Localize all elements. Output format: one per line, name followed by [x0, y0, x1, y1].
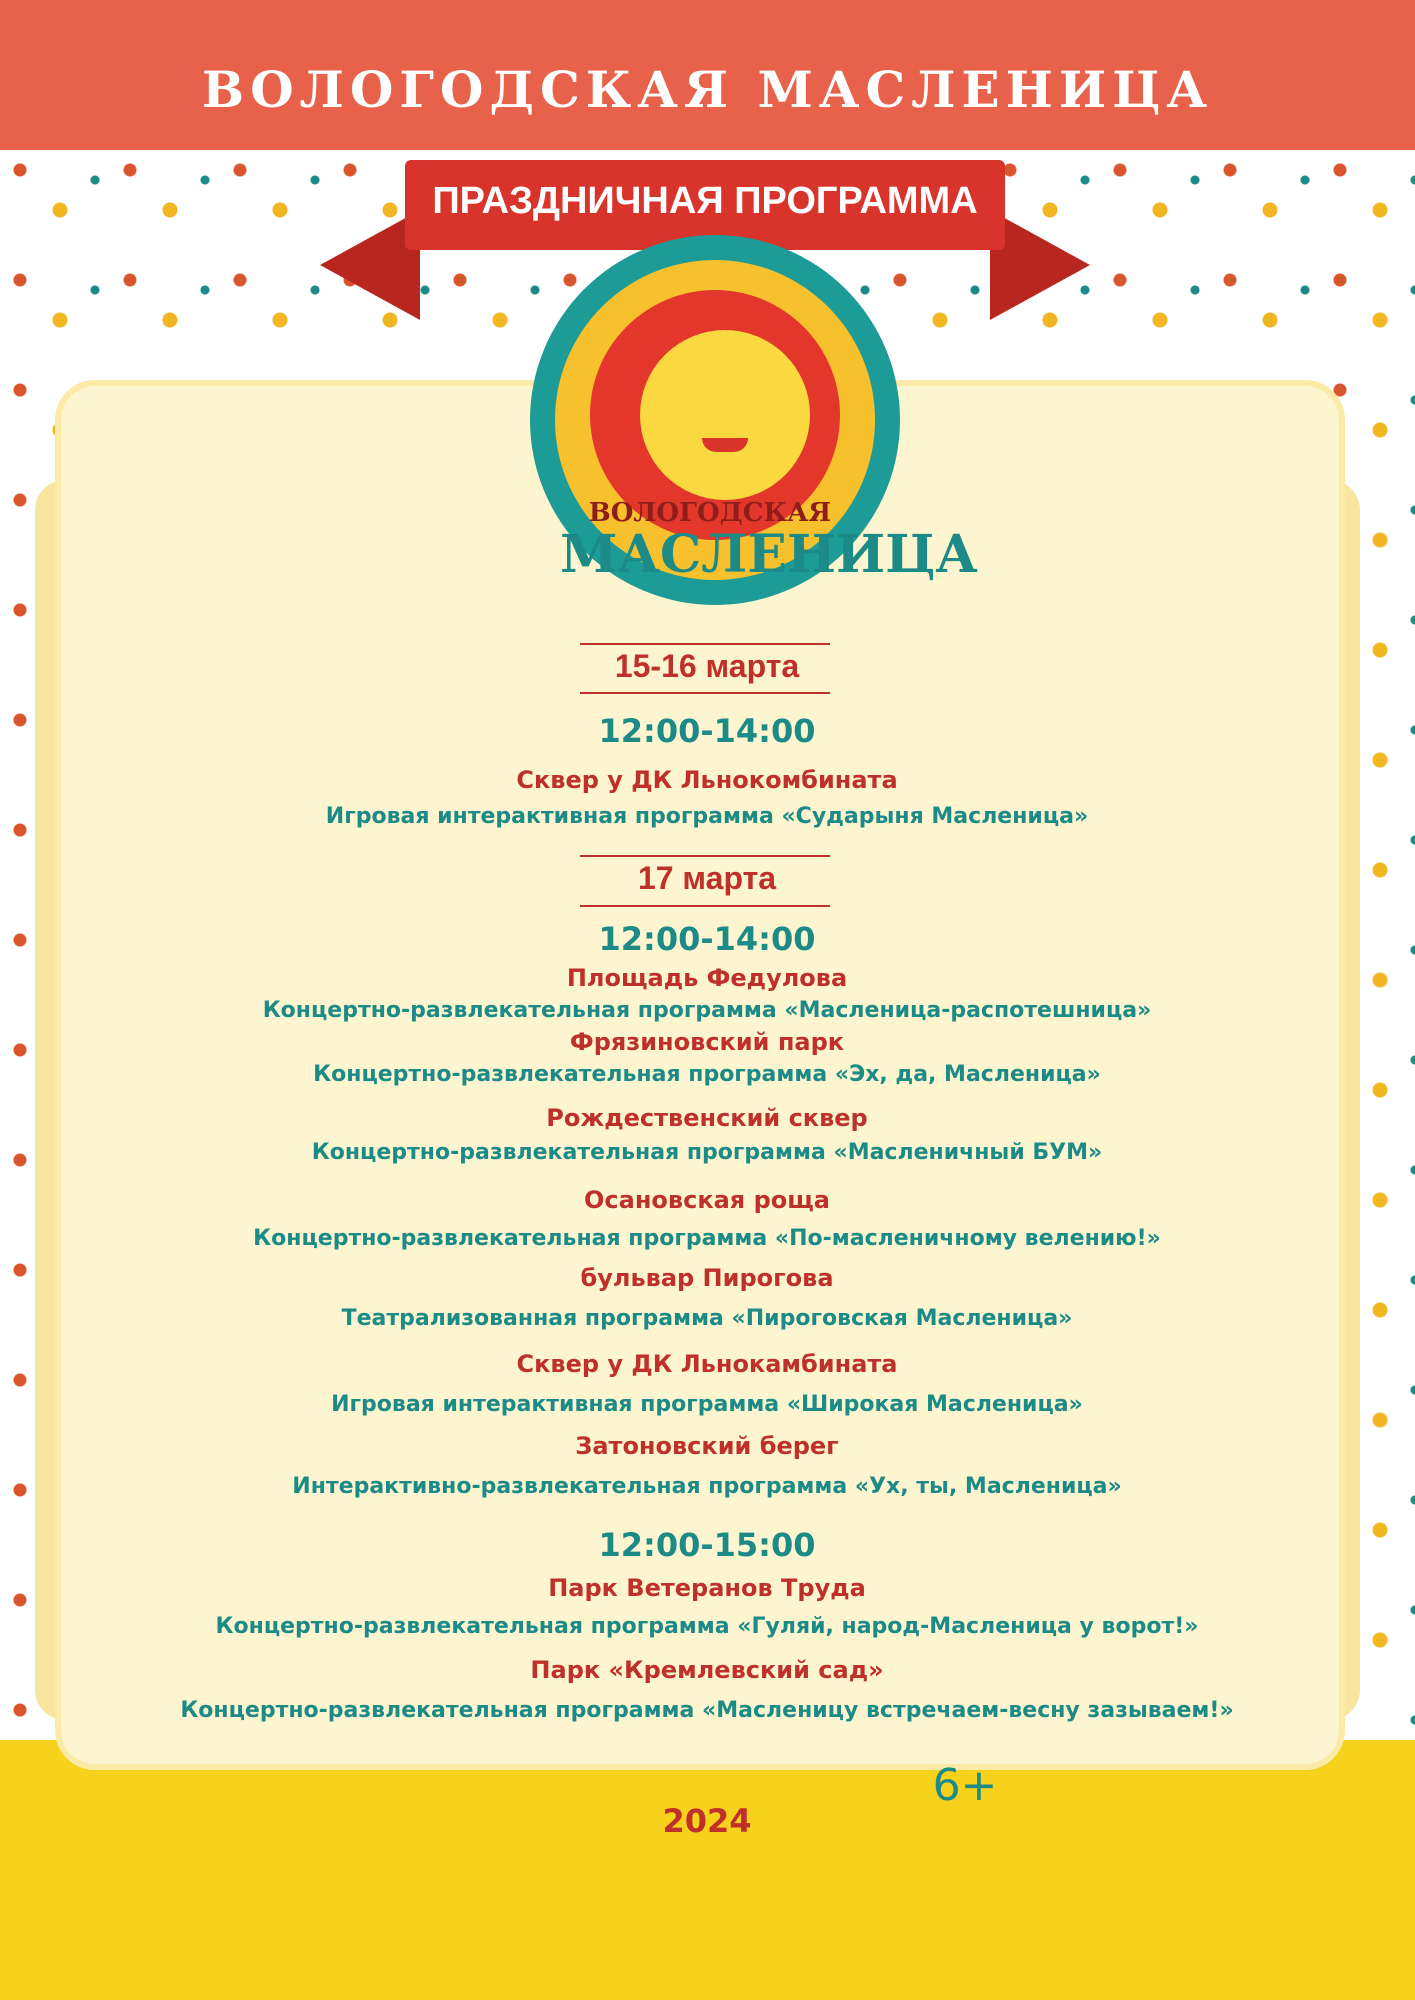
date-heading: 17 марта: [637, 860, 777, 896]
event-program: Театрализованная программа «Пироговская Масленица»: [341, 1306, 1073, 1331]
event-place: Сквер у ДК Льнокамбината: [516, 1350, 898, 1378]
time-slot: 12:00-15:00: [598, 1526, 816, 1564]
date-divider-top: [580, 855, 830, 857]
date-heading: 15-16 марта: [614, 648, 800, 684]
event-program: Концертно-развлекательная программа «Эх, да, Масленица»: [313, 1062, 1101, 1087]
event-program: Концертно-развлекательная программа «Масленица-распотешница»: [262, 998, 1152, 1023]
ribbon-tail-right: [990, 210, 1090, 320]
age-rating: 6+: [932, 1760, 998, 1811]
event-place: Сквер у ДК Льнокомбината: [516, 766, 898, 794]
logo-text-line1: ВОЛОГОДСКАЯ: [588, 498, 832, 528]
date-divider-bottom: [580, 692, 830, 694]
event-place: Рождественский сквер: [546, 1104, 868, 1132]
event-program: Концертно-развлекательная программа «Масленицу встречаем-весну зазываем!»: [180, 1698, 1234, 1723]
sun-face-icon: [640, 330, 810, 500]
date-divider-bottom: [580, 905, 830, 907]
event-place: Затоновский берег: [575, 1432, 839, 1460]
event-place: Площадь Федулова: [566, 964, 848, 992]
event-place: Парк Ветеранов Труда: [548, 1574, 866, 1602]
event-program: Концертно-развлекательная программа «Гуляй, народ-Масленица у ворот!»: [215, 1614, 1199, 1639]
event-place: бульвар Пирогова: [580, 1264, 834, 1292]
event-program: Игровая интерактивная программа «Широкая Масленица»: [331, 1392, 1083, 1417]
event-place: Фрязиновский парк: [569, 1028, 845, 1056]
time-slot: 12:00-14:00: [598, 712, 816, 750]
time-slot: 12:00-14:00: [598, 920, 816, 958]
event-program: Интерактивно-развлекательная программа «Ух, ты, Масленица»: [292, 1474, 1122, 1499]
logo-lips: [702, 438, 748, 452]
year: 2024: [662, 1802, 752, 1840]
event-place: Парк «Кремлевский сад»: [530, 1656, 884, 1684]
date-divider-top: [580, 643, 830, 645]
event-program: Игровая интерактивная программа «Сударыня Масленица»: [325, 804, 1089, 829]
event-program: Концертно-развлекательная программа «Масленичный БУМ»: [311, 1140, 1103, 1165]
poster-title: ВОЛОГОДСКАЯ МАСЛЕНИЦА: [201, 60, 1214, 119]
bottom-band: [0, 1740, 1415, 2000]
event-program: Концертно-развлекательная программа «По-масленичному велению!»: [253, 1226, 1161, 1251]
event-place: Осановская роща: [584, 1186, 830, 1214]
logo-text-line2: МАСЛЕНИЦА: [560, 524, 978, 585]
ribbon-text: ПРАЗДНИЧНАЯ ПРОГРАММА: [432, 180, 978, 222]
